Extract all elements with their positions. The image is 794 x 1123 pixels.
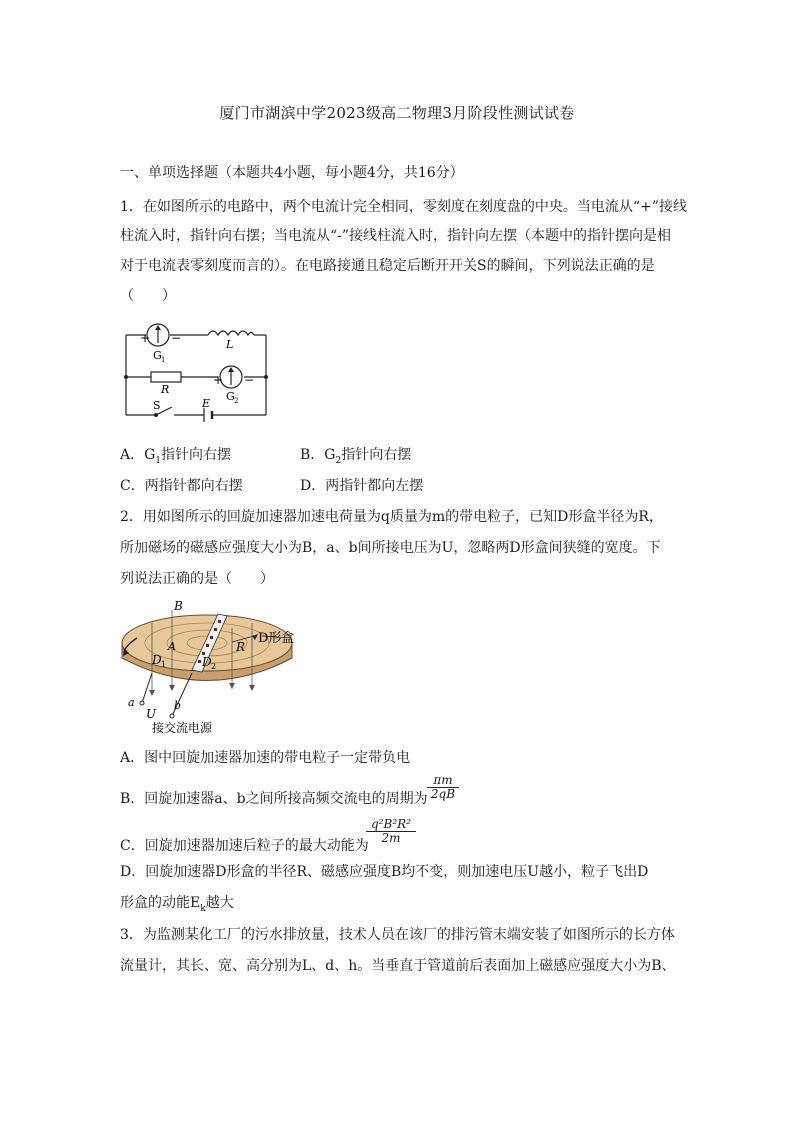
q2-option-c: C．回旋加速器加速后粒子的最大动能为: [120, 838, 369, 854]
g1-sub-label: 1: [161, 356, 166, 364]
voltage-label: U: [146, 707, 157, 721]
q1-text-line4: （ ）: [120, 288, 176, 304]
q1-option-b-prefix: B．G: [300, 447, 336, 463]
q2-option-a: A．图中回旋加速器加速的带电粒子一定带负电: [120, 750, 411, 766]
d2-sub-label: 2: [211, 662, 217, 671]
radius-label: R: [236, 640, 246, 654]
circuit-diagram: [116, 315, 276, 425]
q2-option-b-numerator: πm: [427, 774, 459, 788]
q2-option-b: B．回旋加速器a、b之间所接高频交流电的周期为: [120, 791, 428, 807]
g2-sub-label: 2: [234, 397, 239, 405]
d-box-label: D形盒: [258, 631, 295, 646]
q1-option-b-sub: 2: [335, 455, 342, 466]
q1-option-b: [300, 445, 411, 465]
q1-option-a-prefix: A．G: [120, 447, 156, 463]
terminal-b-label: b: [174, 699, 182, 712]
section-heading: 一、单项选择题（本题共4小题，每小题4分，共16分）: [120, 165, 464, 181]
q2-option-d-sub: k: [200, 903, 206, 914]
q2-option-c-denominator: 2m: [381, 831, 401, 845]
g1-minus-label: −: [171, 331, 182, 345]
q1-option-a-sub: 1: [155, 455, 162, 466]
q1-option-a: [120, 445, 231, 465]
cyclotron-diagram: [112, 598, 312, 738]
q2-option-d-line2: [120, 893, 234, 913]
d1-label: D: [152, 653, 162, 667]
q3-text-line2: 流量计，其长、宽、高分别为L、d、h。当垂直于管道前后表面加上磁感应强度大小为B、: [120, 958, 676, 974]
q1-option-d: D．两指针都向左摆: [300, 478, 424, 494]
g1-plus-label: +: [140, 331, 151, 345]
q2-option-d-suffix: 越大: [205, 895, 234, 911]
q1-text-line2: 柱流入时，指针向右摆；当电流从“-”接线柱流入时，指针向左摆（本题中的指针摆向是相: [120, 228, 672, 244]
resistor-label: R: [161, 383, 170, 396]
switch-label: S: [153, 399, 161, 412]
exam-title: 厦门市湖滨中学2023级高二物理3月阶段性测试试卷: [219, 104, 575, 122]
q1-text-line1: 1．在如图所示的电路中，两个电流计完全相同，零刻度在刻度盘的中央。当电流从“+”接线: [120, 199, 687, 215]
q2-text-line1: 2．用如图所示的回旋加速器加速电荷量为q质量为m的带电粒子，已知D形盒半径为R，: [120, 509, 663, 525]
d2-label: D: [202, 655, 212, 669]
q2-option-b-fraction: [427, 774, 459, 801]
q2-text-line2: 所加磁场的磁感应强度大小为B，a、b间所接电压为U，忽略两D形盒间狭缝的宽度。下: [120, 540, 661, 556]
q3-text-line1: 3．为监测某化工厂的污水排放量，技术人员在该厂的排污管末端安装了如图所示的长方体: [120, 927, 675, 943]
point-a-label: A: [168, 640, 176, 653]
b-field-label: B: [174, 599, 183, 613]
ac-source-label: 接交流电源: [152, 721, 213, 735]
g2-label: G: [226, 390, 235, 403]
g1-label: G: [153, 349, 162, 362]
q1-option-c: C．两指针都向右摆: [120, 478, 243, 494]
q2-option-b-denominator: 2qB: [430, 787, 456, 801]
g2-minus-label: −: [244, 373, 255, 387]
d1-sub-label: 1: [161, 660, 167, 669]
q1-option-a-text: 指针向右摆: [161, 447, 232, 463]
q1-option-b-text: 指针向右摆: [341, 447, 412, 463]
q2-option-d-line1: D．回旋加速器D形盒的半径R、磁感应强度B均不变，则加速电压U越小，粒子飞出D: [120, 864, 649, 880]
q2-option-c-fraction: [366, 818, 416, 845]
q1-text-line3: 对于电流表零刻度而言的）。在电路接通且稳定后断开开关S的瞬间，下列说法正确的是: [120, 258, 655, 274]
g2-plus-label: +: [213, 373, 224, 387]
terminal-a-label: a: [128, 696, 135, 709]
battery-label: E: [202, 397, 211, 410]
q2-option-d-text: 形盒的动能E: [120, 895, 201, 911]
inductor-label: L: [226, 338, 234, 351]
q2-text-line3: 列说法正确的是（ ）: [120, 571, 274, 587]
q2-option-c-numerator: q²B²R²: [366, 818, 416, 832]
